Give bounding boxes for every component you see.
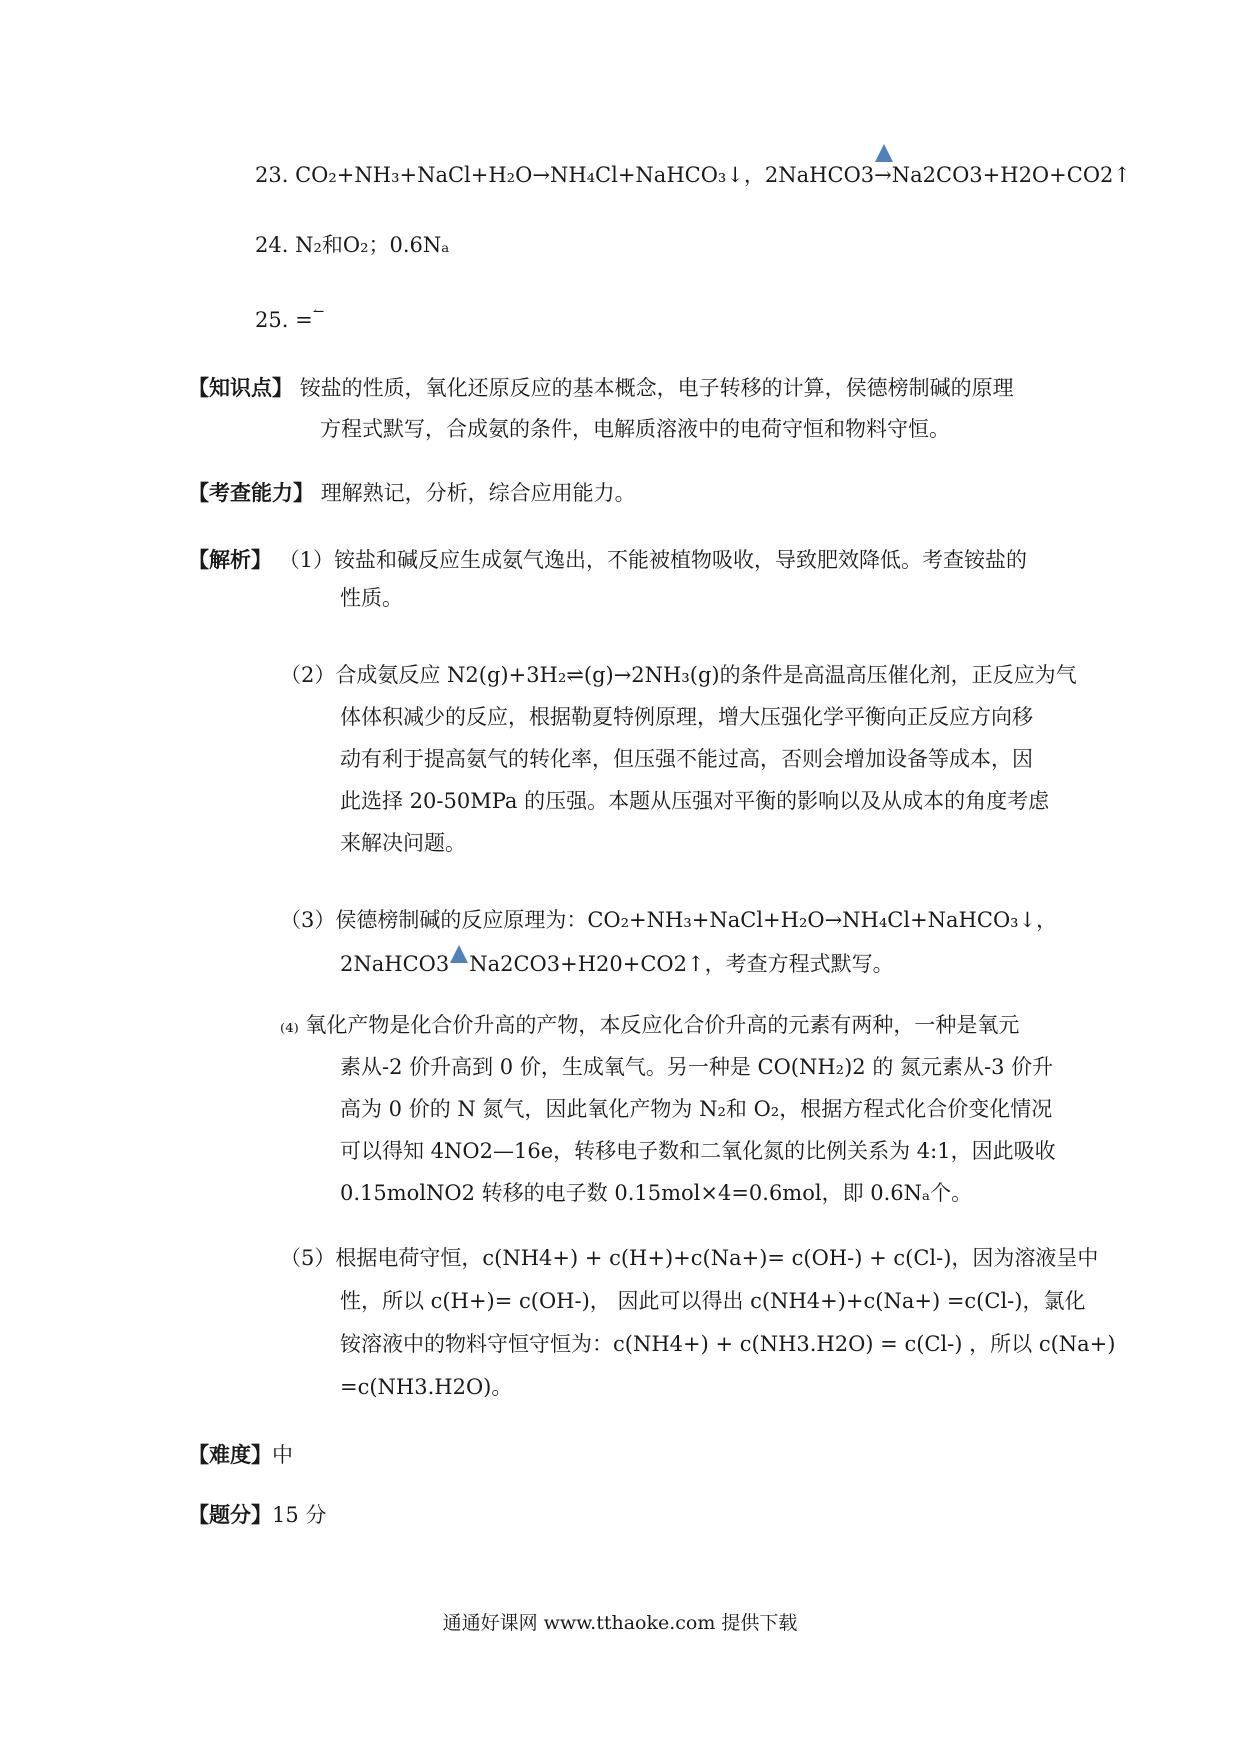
analysis-p5-line-4: =c(NH3.H2O)。 <box>340 1375 513 1399</box>
score-tag: 【题分】 <box>188 1502 272 1527</box>
equation-1-left: CO₂+NH₃+NaCl+H₂O <box>295 163 533 187</box>
knowledge-tag: 【知识点】 <box>188 375 293 400</box>
analysis-p3-line-2 <box>340 945 894 979</box>
score-line <box>188 1500 326 1530</box>
score-value: 15 分 <box>272 1503 327 1527</box>
analysis-p4-line-1: ₍₄₎ 氧化产物是化合价升高的产物，本反应化合价升高的元素有两种，一种是氧元 <box>280 1013 1020 1037</box>
analysis-tag: 【解析】 <box>188 547 272 572</box>
answer-23 <box>255 160 1131 190</box>
answer-25-mark: ↼ <box>312 304 325 320</box>
analysis-p1-line-1: （1）铵盐和碱反应生成氨气逸出，不能被植物吸收，导致肥效降低。考查铵盐的 <box>278 548 1028 572</box>
answer-24: 24. N₂和O₂；0.6Nₐ <box>255 233 450 257</box>
ability-line <box>188 478 636 508</box>
heat-triangle-icon <box>875 144 893 162</box>
analysis-p2-line-5: 来解决问题。 <box>340 831 466 855</box>
ability-text: 理解熟记，分析，综合应用能力。 <box>320 481 636 505</box>
reaction-arrow: → <box>532 163 550 187</box>
answer-25-label: 25. = <box>255 308 313 332</box>
analysis-p4-line-2: 素从-2 价升高到 0 价，生成氧气。另一种是 CO(NH₂)2 的 氮元素从-3 价升 <box>340 1055 1054 1079</box>
analysis-p4-line-5: 0.15molNO2 转移的电子数 0.15mol×4=0.6mol，即 0.6Nₐ个。 <box>340 1181 973 1205</box>
page-footer: 通通好课网 www.tthaoke.com 提供下载 <box>442 1612 798 1634</box>
analysis-p3-line-1: （3）侯德榜制碱的反应原理为：CO₂+NH₃+NaCl+H₂O→NH₄Cl+NaHCO₃↓， <box>280 908 1058 932</box>
p3-reactant: 2NaHCO3 <box>340 952 450 976</box>
heat-triangle-icon <box>450 945 468 963</box>
p3-products: Na2CO3+H20+CO2↑，考查方程式默写。 <box>469 952 894 976</box>
analysis-p2-line-4: 此选择 20-50MPa 的压强。本题从压强对平衡的影响以及从成本的角度考虑 <box>340 789 1050 813</box>
answer-25 <box>255 305 324 335</box>
analysis-line-1 <box>188 545 1027 575</box>
analysis-p4-line-3: 高为 0 价的 N 氮气，因此氧化产物为 N₂和 O₂，根据方程式化合价变化情况 <box>340 1097 1053 1121</box>
analysis-p2-line-1: （2）合成氨反应 N2(g)+3H₂⇌(g)→2NH₃(g)的条件是高温高压催化剂，正反应为气 <box>280 663 1077 687</box>
analysis-p2-line-2: 体体积减少的反应，根据勒夏特例原理，增大压强化学平衡向正反应方向移 <box>340 705 1033 729</box>
difficulty-line <box>188 1440 293 1470</box>
equation-2-right: Na2CO3+H2O+CO2↑ <box>891 163 1131 187</box>
equation-1-right: NH₄Cl+NaHCO₃↓，2NaHCO3 <box>549 163 875 187</box>
analysis-p5-line-2: 性，所以 c(H+)= c(OH-)， 因此可以得出 c(NH4+)+c(Na+) =c(Cl-)，氯化 <box>340 1289 1086 1313</box>
analysis-p5-line-1: （5）根据电荷守恒，c(NH4+) + c(H+)+c(Na+)= c(OH-) + c(Cl-)，因为溶液呈中 <box>280 1246 1099 1270</box>
analysis-p1-line-2: 性质。 <box>340 586 403 610</box>
heat-arrow-glyph: → <box>874 163 892 187</box>
knowledge-line-2: 方程式默写，合成氨的条件，电解质溶液中的电荷守恒和物料守恒。 <box>320 417 950 441</box>
heat-arrow <box>874 160 892 190</box>
knowledge-text-1: 铵盐的性质，氧化还原反应的基本概念，电子转移的计算，侯德榜制碱的原理 <box>299 376 1014 400</box>
ability-tag: 【考查能力】 <box>188 480 314 505</box>
difficulty-value: 中 <box>272 1443 293 1467</box>
answer-23-label: 23. <box>255 163 289 187</box>
analysis-p4-line-4: 可以得知 4NO2—16e，转移电子数和二氧化氮的比例关系为 4:1，因此吸收 <box>340 1139 1056 1163</box>
analysis-p5-line-3: 铵溶液中的物料守恒守恒为：c(NH4+) + c(NH3.H2O) = c(Cl-) ，所以 c(Na+) <box>340 1332 1116 1356</box>
difficulty-tag: 【难度】 <box>188 1442 272 1467</box>
knowledge-line-1 <box>188 373 1014 403</box>
analysis-p2-line-3: 动有利于提高氨气的转化率，但压强不能过高，否则会增加设备等成本，因 <box>340 747 1033 771</box>
